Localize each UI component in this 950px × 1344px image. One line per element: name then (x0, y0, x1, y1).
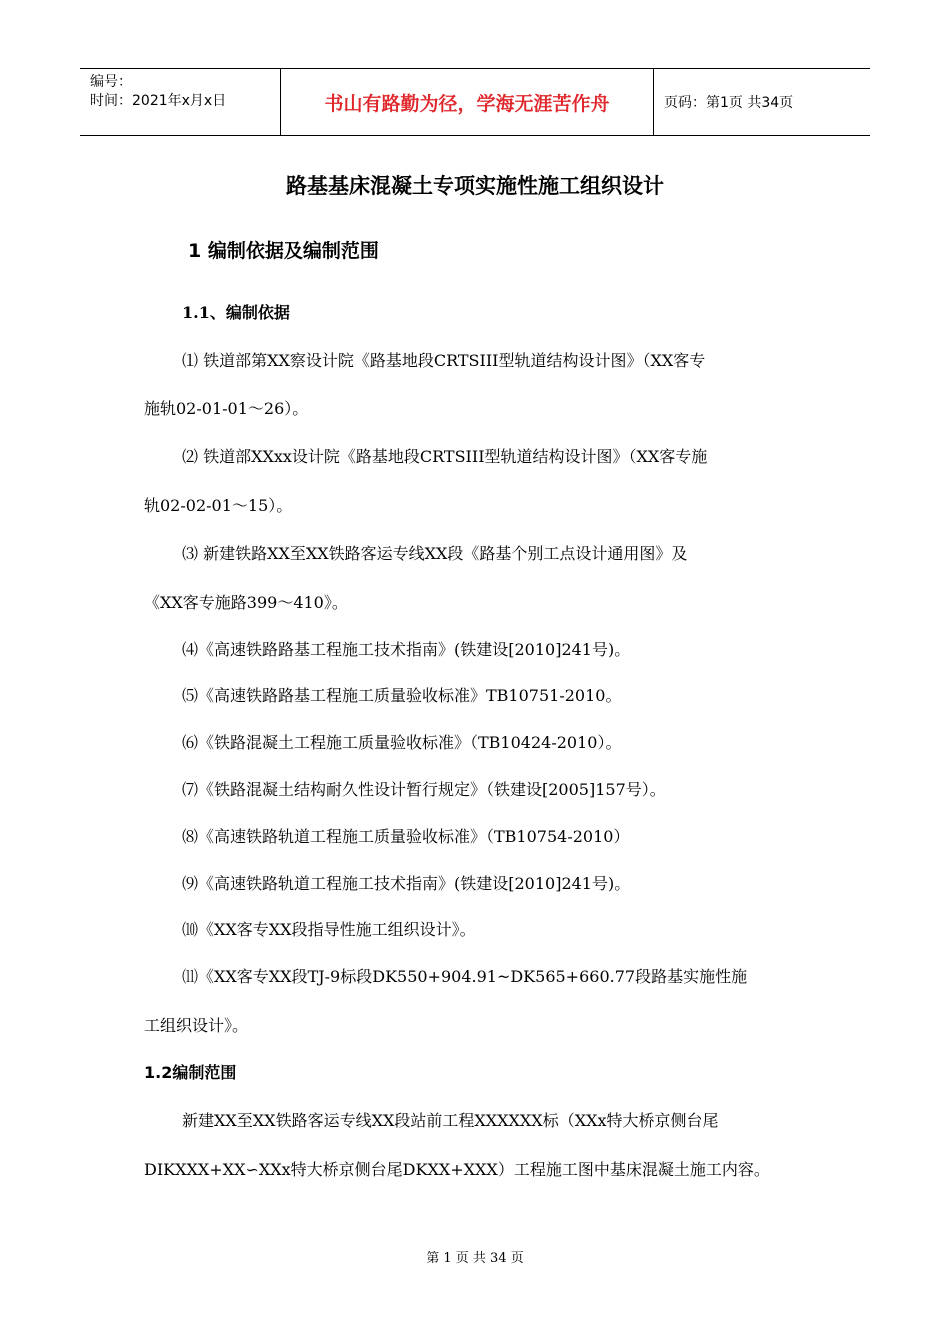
paragraph-line: 工组织设计》。 (144, 1016, 249, 1035)
paragraph-line: ⑼《高速铁路轨道工程施工技术指南》(铁建设[2010]241号)。 (182, 874, 631, 893)
paragraph-line: ⑻《高速铁路轨道工程施工质量验收标准》（TB10754-2010） (182, 827, 630, 846)
paragraph-line: ⑾《XX客专XX段TJ-9标段DK550+904.91~DK565+660.77段路基实施性施 (182, 967, 748, 986)
paragraph-line: 《XX客专施路399～410》。 (144, 593, 348, 612)
paragraph-line: ⑶ 新建铁路XX至XX铁路客运专线XX段《路基个别工点设计通用图》及 (182, 544, 688, 563)
section-heading-1: 1 编制依据及编制范围 (188, 240, 379, 262)
header-page-info: 页码：第1页 共34页 (664, 95, 794, 111)
paragraph-line: ⑹《铁路混凝土工程施工质量验收标准》（TB10424-2010）。 (182, 733, 622, 752)
paragraph-line: ⑺《铁路混凝土结构耐久性设计暂行规定》（铁建设[2005]157号）。 (182, 780, 666, 799)
paragraph-line: ⑽《XX客专XX段指导性施工组织设计》。 (182, 920, 476, 939)
scope-line: 新建XX至XX铁路客运专线XX段站前工程XXXXXX标（XXx特大桥京侧台尾 (182, 1111, 719, 1130)
paragraph-line: 施轨02-01-01～26）。 (144, 399, 309, 418)
paragraph-line: ⑵ 铁道部XXxx设计院《路基地段CRTSIII型轨道结构设计图》（XX客专施 (182, 447, 708, 466)
paragraph-line: 轨02-02-01～15）。 (144, 496, 293, 515)
header-left-cell (80, 69, 281, 135)
date-label: 时间：2021年x月x日 (90, 93, 227, 109)
page-header (80, 68, 870, 136)
number-label: 编号： (90, 74, 132, 90)
page-footer: 第 1 页 共 34 页 (426, 1251, 524, 1266)
scope-line: DIKXXX+XX∽XXx特大桥京侧台尾DKXX+XXX）工程施工图中基床混凝土施工内容。 (144, 1160, 770, 1179)
section-heading-1-1: 1.1、编制依据 (182, 303, 290, 322)
section-heading-1-2: 1.2编制范围 (144, 1063, 237, 1082)
paragraph-line: ⑸《高速铁路路基工程施工质量验收标准》TB10751-2010。 (182, 686, 622, 705)
header-motto: 书山有路勤为径，学海无涯苦作舟 (281, 69, 654, 135)
paragraph-line: ⑷《高速铁路路基工程施工技术指南》(铁建设[2010]241号)。 (182, 640, 631, 659)
paragraph-line: ⑴ 铁道部第XX察设计院《路基地段CRTSIII型轨道结构设计图》（XX客专 (182, 351, 706, 370)
document-title: 路基基床混凝土专项实施性施工组织设计 (286, 174, 664, 198)
